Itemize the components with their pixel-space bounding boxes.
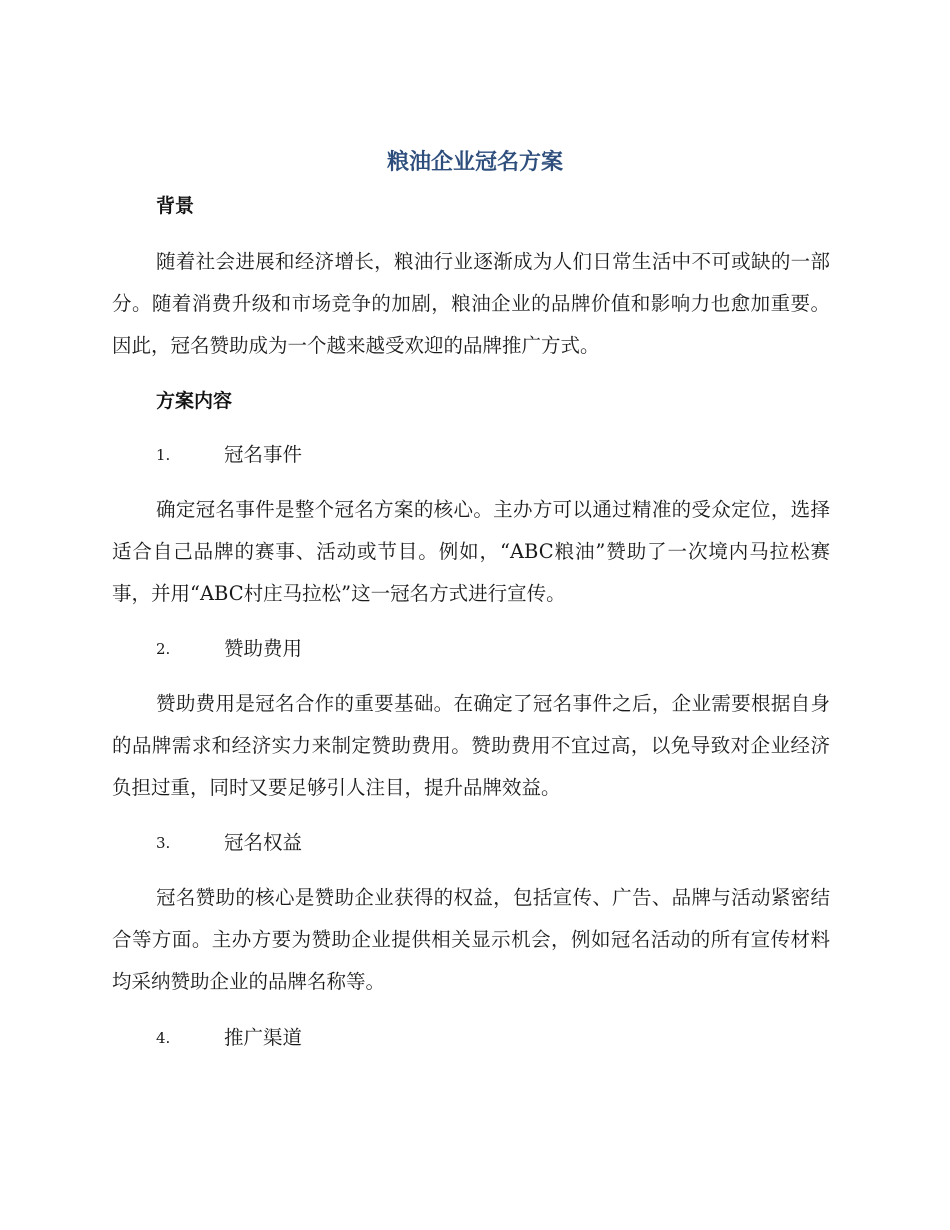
item-1-paragraph: 确定冠名事件是整个冠名方案的核心。主办方可以通过精准的受众定位，选择适合自己品牌的赛事、活动或节目。例如，“ABC粮油”赞助了一次境内马拉松赛事，并用“ABC村庄马拉松”这一冠名方式进行宣传。 (112, 498, 830, 605)
list-item-number: 4. (156, 1029, 171, 1047)
list-item-number: 2. (156, 640, 171, 658)
list-item-label: 冠名事件 (224, 443, 303, 466)
list-item-number: 3. (156, 834, 171, 852)
list-item-label: 赞助费用 (224, 637, 303, 660)
list-item-label: 冠名权益 (224, 831, 303, 854)
document-title: 粮油企业冠名方案 (386, 150, 563, 175)
list-item-number: 1. (156, 446, 171, 464)
section-heading-background: 背景 (156, 195, 195, 217)
list-item-label: 推广渠道 (224, 1026, 303, 1049)
item-3-paragraph: 冠名赞助的核心是赞助企业获得的权益，包括宣传、广告、品牌与活动紧密结合等方面。主办方要为赞助企业提供相关显示机会，例如冠名活动的所有宣传材料均采纳赞助企业的品牌名称等。 (112, 886, 830, 993)
section-heading-content: 方案内容 (156, 390, 233, 412)
background-paragraph: 随着社会进展和经济增长，粮油行业逐渐成为人们日常生活中不可或缺的一部分。随着消费升级和市场竞争的加剧，粮油企业的品牌价值和影响力也愈加重要。因此，冠名赞助成为一个越来越受欢迎的品牌推广方式。 (112, 250, 830, 357)
item-2-paragraph: 赞助费用是冠名合作的重要基础。在确定了冠名事件之后，企业需要根据自身的品牌需求和经济实力来制定赞助费用。赞助费用不宜过高，以免导致对企业经济负担过重，同时又要足够引人注目，提升品牌效益。 (112, 692, 830, 799)
